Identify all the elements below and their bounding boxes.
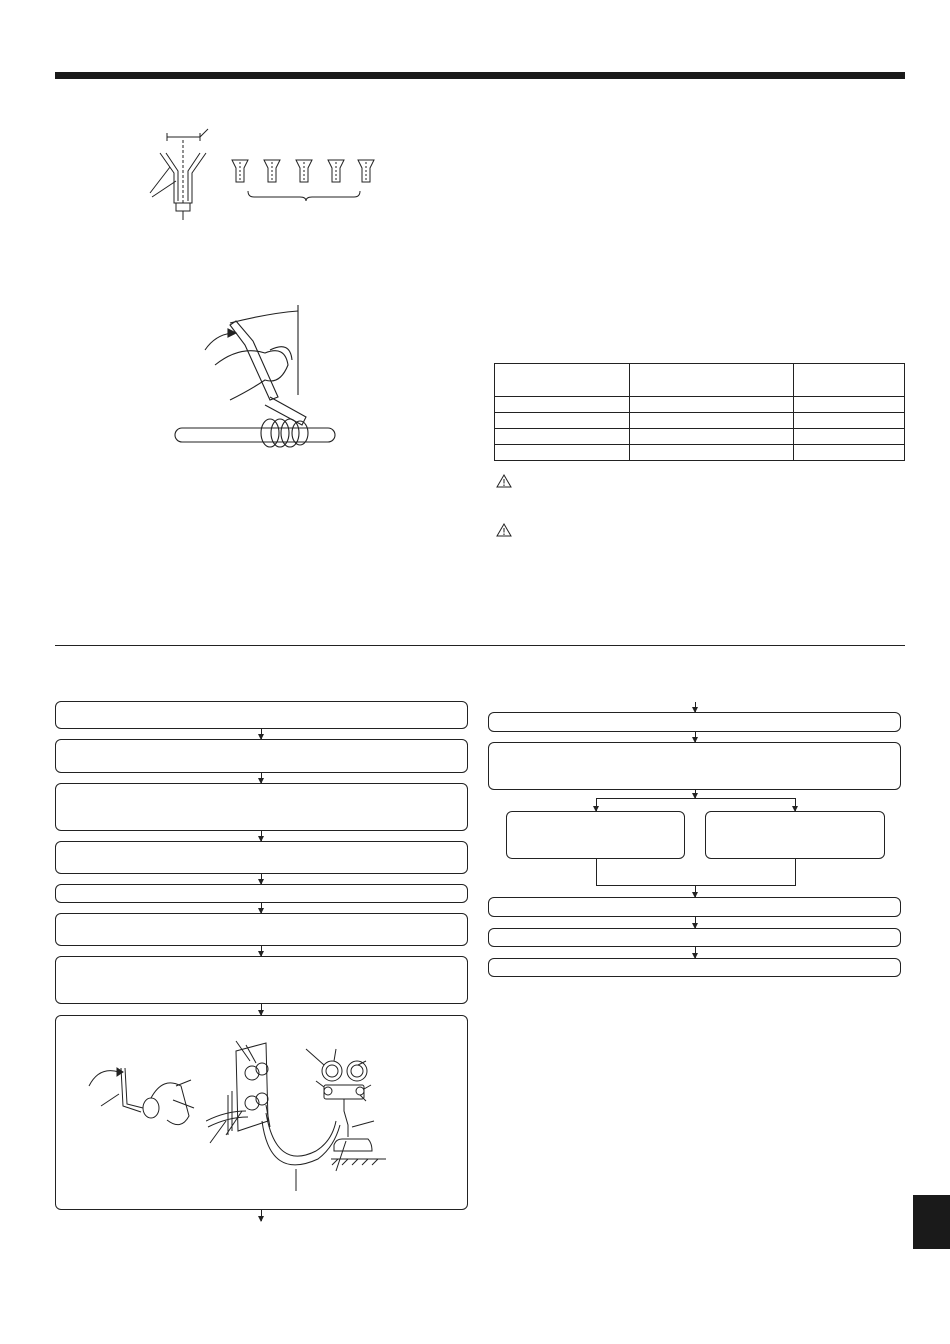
flow-arrow <box>261 831 262 841</box>
section-tab <box>913 1195 950 1249</box>
flow-arrow <box>695 702 696 712</box>
flow-arrow <box>261 903 262 913</box>
flow-step-with-figure <box>55 1015 468 1210</box>
hex-wrench-figure <box>81 1056 196 1126</box>
table-row <box>495 445 905 461</box>
table-cell <box>794 397 905 413</box>
table-row <box>495 413 905 429</box>
warning-triangle-icon <box>496 474 512 488</box>
flow-arrow <box>795 798 796 811</box>
flow-arrow <box>261 773 262 783</box>
flow-step <box>55 841 468 874</box>
table-cell <box>630 445 794 461</box>
table-cell <box>794 445 905 461</box>
flow-arrow <box>695 917 696 928</box>
table-cell <box>495 413 630 429</box>
table-cell <box>630 429 794 445</box>
table-cell <box>495 445 630 461</box>
flow-arrow <box>695 790 696 798</box>
warning-triangle-icon <box>496 523 512 537</box>
spec-table <box>494 363 905 461</box>
table-row <box>495 429 905 445</box>
flow-step <box>488 742 901 790</box>
flow-step <box>55 739 468 773</box>
flow-step <box>55 701 468 729</box>
flow-step <box>55 956 468 1004</box>
flow-branch-step <box>506 811 685 859</box>
wrench-tightening-figure <box>170 305 345 455</box>
merge-line <box>596 885 796 886</box>
table-header-cell <box>495 364 630 397</box>
table-cell <box>794 429 905 445</box>
flow-arrow <box>261 1210 262 1221</box>
flow-arrow <box>261 946 262 956</box>
gauge-manifold-figure <box>206 1031 396 1191</box>
flow-step <box>488 958 901 977</box>
table-cell <box>630 397 794 413</box>
flare-cross-section-figure <box>140 125 390 220</box>
table-cell <box>630 413 794 429</box>
branch-line <box>596 798 796 799</box>
flow-step <box>488 897 901 917</box>
section-divider <box>55 645 905 646</box>
merge-line <box>596 859 597 885</box>
table-cell <box>794 413 905 429</box>
flow-step <box>488 928 901 947</box>
table-cell <box>495 397 630 413</box>
table-header-cell <box>630 364 794 397</box>
table-cell <box>495 429 630 445</box>
flow-step <box>55 884 468 903</box>
table-row <box>495 397 905 413</box>
flow-arrow <box>695 732 696 742</box>
merge-line <box>795 859 796 885</box>
flow-arrow <box>261 1004 262 1015</box>
table-header-cell <box>794 364 905 397</box>
flow-arrow <box>261 729 262 739</box>
flow-arrow <box>695 947 696 958</box>
flow-arrow <box>261 874 262 884</box>
flow-arrow <box>695 885 696 897</box>
flow-branch-step <box>705 811 885 859</box>
flow-step <box>55 913 468 946</box>
flow-arrow <box>596 798 597 811</box>
flow-step <box>488 712 901 732</box>
flow-step <box>55 783 468 831</box>
header-bar <box>55 72 905 79</box>
